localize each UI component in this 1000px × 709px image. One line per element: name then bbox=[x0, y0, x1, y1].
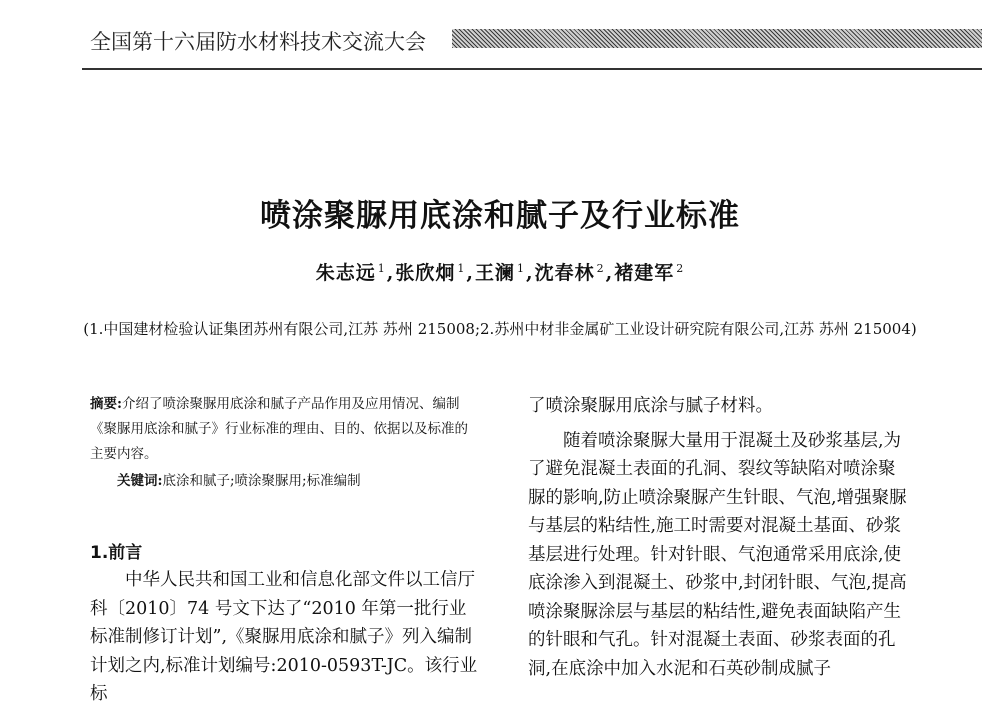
author-affiliation-mark: 1 bbox=[517, 261, 525, 275]
abstract-label: 摘要: bbox=[90, 396, 122, 412]
abstract bbox=[90, 392, 480, 467]
author-separator: , bbox=[526, 262, 534, 284]
author-name: 褚建军 bbox=[614, 262, 675, 284]
author-separator: , bbox=[605, 262, 614, 284]
left-column-front-matter bbox=[90, 392, 480, 494]
author-affiliation-mark: 2 bbox=[596, 261, 605, 275]
author-separator: , bbox=[466, 262, 474, 284]
author-affiliation-mark: 2 bbox=[676, 261, 685, 275]
author-name: 王澜 bbox=[474, 262, 515, 284]
author-name: 张欣炯 bbox=[395, 262, 456, 284]
author-list bbox=[0, 258, 1000, 285]
affiliations: (1.中国建材检验认证集团苏州有限公司,江苏 苏州 215008;2.苏州中材非金属矿工业设计研究院有限公司,江苏 苏州 215004) bbox=[83, 320, 917, 338]
body-paragraph: 随着喷涂聚脲大量用于混凝土及砂浆基层,为了避免混凝土表面的孔洞、裂纹等缺陷对喷涂聚脲的影响,防止喷涂聚脲产生针眼、气泡,增强聚脲与基层的粘结性,施工时需要对混凝土基面、砂浆基层进行处理。针对针眼、气泡通常采用底涂,使底涂渗入到混凝土、砂浆中,封闭针眼、气泡,提高喷涂聚脲涂层与基层的粘结性,避免表面缺陷产生的针眼和气孔。针对混凝土表面、砂浆表面的孔洞,在底涂中加入水泥和石英砂制成腻子 bbox=[528, 430, 907, 679]
header-decorative-band bbox=[452, 29, 982, 48]
paper-title: 喷涂聚脲用底涂和腻子及行业标准 bbox=[260, 198, 740, 234]
section-heading: 1.前言 bbox=[90, 543, 143, 563]
keywords-text: 底涂和腻子;喷涂聚脲用;标准编制 bbox=[162, 473, 361, 489]
conference-title: 全国第十六届防水材料技术交流大会 bbox=[90, 30, 426, 54]
author-affiliation-mark: 1 bbox=[377, 261, 386, 275]
abstract-text: 介绍了喷涂聚脲用底涂和腻子产品作用及应用情况、编制《聚脲用底涂和腻子》行业标准的理由、目的、依据以及标准的主要内容。 bbox=[90, 396, 468, 462]
author-name: 沈春林 bbox=[534, 262, 595, 284]
author-name: 朱志远 bbox=[315, 262, 376, 284]
keywords-label: 关键词: bbox=[117, 473, 163, 489]
header-divider bbox=[82, 68, 982, 70]
intro-paragraph: 中华人民共和国工业和信息化部文件以工信厅科〔2010〕74 号文下达了“2010 年第一批行业标准制修订计划”,《聚脲用底涂和腻子》列入编制计划之内,标准计划编号:2010-0593T-JC。该行业标 bbox=[90, 570, 478, 704]
author-separator: , bbox=[386, 262, 395, 284]
continuation-paragraph: 了喷涂聚脲用底涂与腻子材料。 bbox=[528, 396, 773, 416]
author-affiliation-mark: 1 bbox=[457, 261, 466, 275]
keywords bbox=[90, 469, 480, 494]
right-column bbox=[528, 392, 912, 683]
